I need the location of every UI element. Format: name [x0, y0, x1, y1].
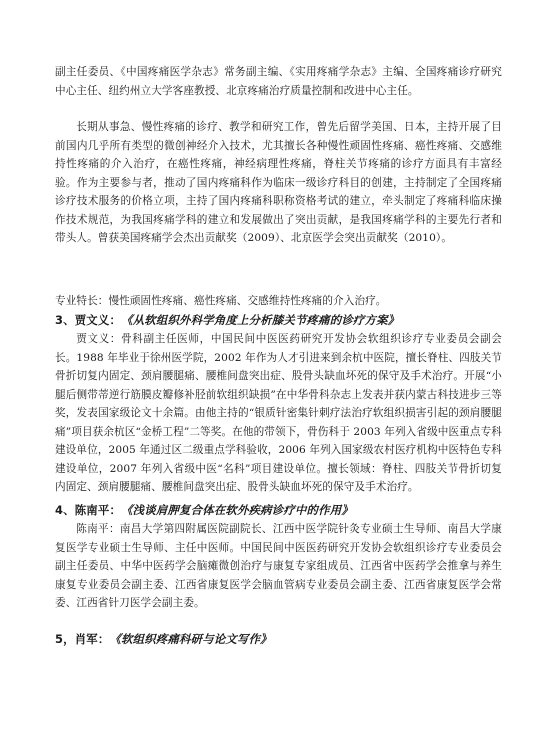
- section-4-title: 《浅谈肩胛复合体在软外疾病诊疗中的作用》: [121, 503, 353, 517]
- section-3-title: 《从软组织外科学角度上分析膝关节疼痛的诊疗方案》: [121, 313, 400, 327]
- section-3-speaker: 贾文义：: [74, 313, 122, 327]
- section-4-speaker: 陈南平：: [74, 503, 122, 517]
- intro-specialty: 专业特长：慢性顽固性疼痛、癌性疼痛、交感维持性疼痛的介入治疗。: [55, 295, 387, 307]
- section-4-biography: 陈南平：南昌大学第四附属医院副院长、江西中医学院针灸专业硕士生导师、南昌大学康复医学专业硕士生导师、主任中医师。中国民间中医医药研究开发协会软组织诊疗专业委员会副主任委员、中华中医药学会脑瘫微创治疗与康复专家组成员、江西省中医药学会推拿与养生康复专业委员会副主委、江西省康复医学会脑血管病专业委员会副主委、江西省康复医学会常委、江西省针刀医学会副主委。: [55, 523, 502, 609]
- section-5-title: 《软组织疼痛科研与论文写作》: [109, 632, 272, 646]
- intro-continuation: 副主任委员、《中国疼痛医学杂志》常务副主编、《实用疼痛学杂志》主编、全国疼痛诊疗研究中心主任、纽约州立大学客座教授、北京疼痛治疗质量控制和改进中心主任。: [55, 66, 502, 97]
- section-3-biography: 贾文义：骨科副主任医师，中国民间中医医药研究开发协会软组织诊疗专业委员会副会长。1988 年毕业于徐州医学院，2002 年作为人才引进来到余杭中医院，擅长脊柱、四肢关节骨折切复内固定、颈肩腰腿痛、腰椎间盘突出症、股骨头缺血坏死的保守及手术治疗。开展“小腿后侧带蒂逆行筋膜皮瓣修补胫前软组织缺损”在中华骨科杂志上发表并获内蒙古科技进步三等奖，发表国家级论文十余篇。由他主持的“银质针密集针刺疗法治疗软组织损害引起的颈肩腰腿痛”项目获余杭区“金桥工程”二等奖。在他的带领下，骨伤科于 2003 年列入省级中医重点专科建设单位，2005 年通过区二级重点学科验收，2006 年列入国家级农村医疗机构中医特色专科建设单位，2007 年列入省级中医“名科”项目建设单位。擅长领域：脊柱、四肢关节骨折切复内固定、颈肩腰腿痛、腰椎间盘突出症、股骨头缺血坏死的保守及手术治疗。: [55, 333, 502, 493]
- section-3-number: 3、: [55, 313, 75, 327]
- section-3-heading: [55, 311, 515, 330]
- section-4-heading: [55, 501, 515, 520]
- section-5-number: 5，: [55, 632, 75, 646]
- section-4-number: 4、: [55, 503, 75, 517]
- section-5-heading: [55, 630, 515, 649]
- section-5-speaker: 肖军：: [74, 632, 110, 646]
- intro-biography-paragraph: 长期从事急、慢性疼痛的诊疗、教学和研究工作，曾先后留学美国、日本，主持开展了目前国内几乎所有类型的微创神经介入技术，尤其擅长各种慢性顽固性疼痛、癌性疼痛、交感维持性疼痛的介入治疗，在癌性疼痛，神经病理性疼痛，脊柱关节疼痛的诊疗方面具有丰富经验。作为主要参与者，推动了国内疼痛科作为临床一级诊疗科目的创建，主持制定了全国疼痛诊疗技术服务的价格立项，主持了国内疼痛科职称资格考试的建立，牵头制定了疼痛科临床操作技术规范，为我国疼痛学科的建立和发展做出了突出贡献，是我国疼痛学科的主要先行者和带头人。曾获美国疼痛学会杰出贡献奖（2009）、北京医学会突出贡献奖（2010）。: [55, 121, 502, 244]
